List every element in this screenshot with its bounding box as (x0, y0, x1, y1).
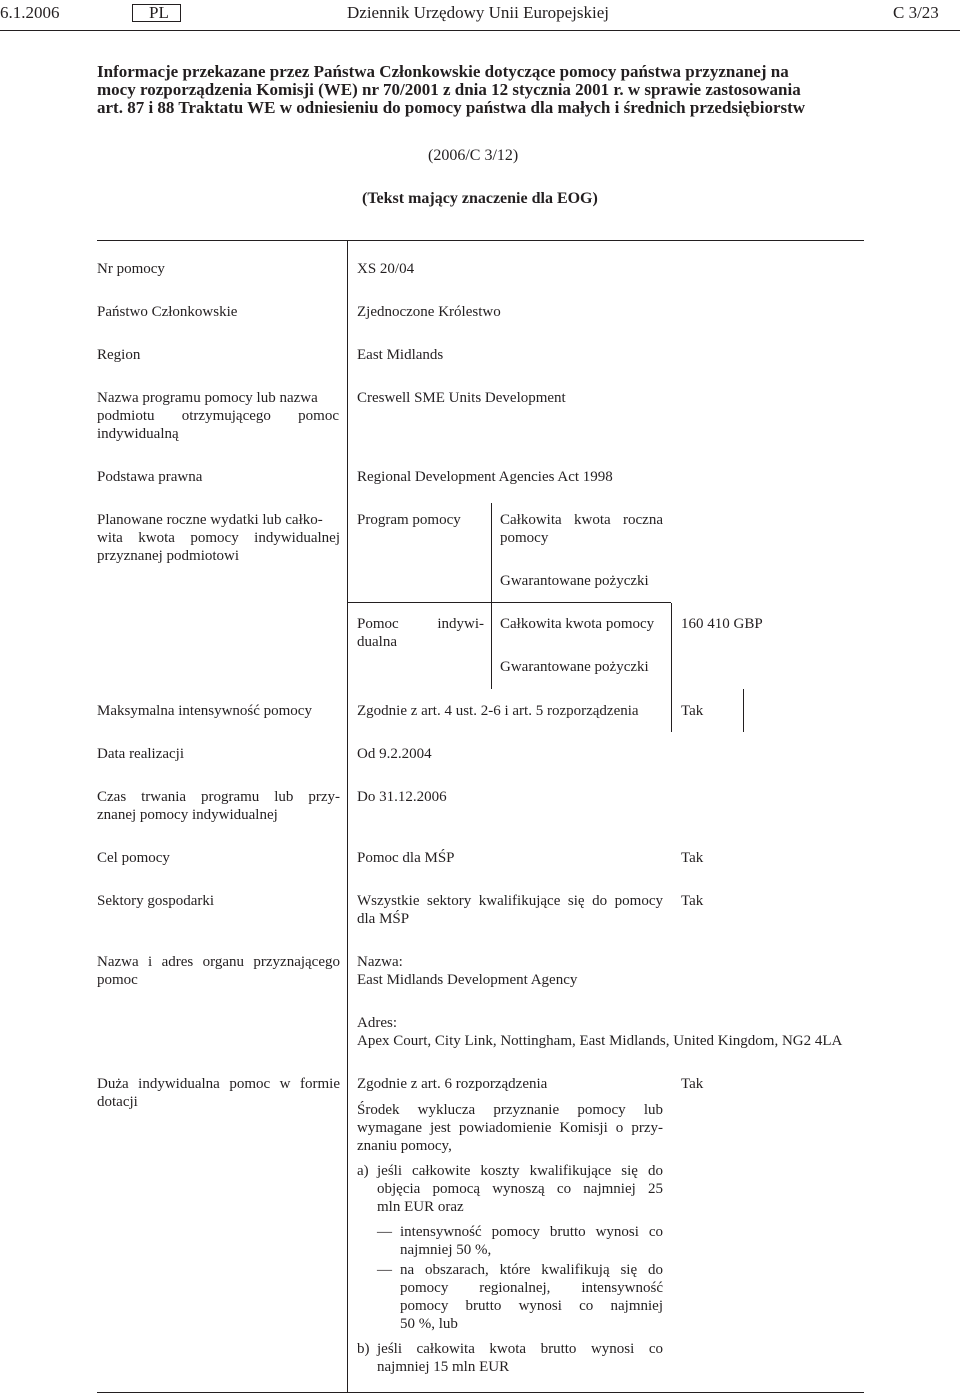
sectors-label: Sektory gospodarki (97, 893, 215, 909)
dash-item-2-line-4: 50 %, lub (400, 1316, 458, 1332)
amount-divider (491, 503, 492, 689)
objective-label: Cel pomocy (97, 850, 170, 866)
large-grants-label-1: Duża indywidualna pomoc w formie (97, 1076, 340, 1092)
dash-marker-2: — (377, 1262, 392, 1278)
dash-item-1-line-1: intensywność pomocy brutto wynosi co (400, 1224, 663, 1240)
legal-basis-label: Podstawa prawna (97, 469, 203, 485)
title-line-2: mocy rozporządzenia Komisji (WE) nr 70/2001 z dnia 12 stycznia 2001 r. w sprawie zastosowania (97, 80, 801, 99)
max-intensity-flag: Tak (681, 703, 704, 719)
authority-name-value: East Midlands Development Agency (357, 972, 578, 988)
item-a-line-1: jeśli całkowite koszty kwalifikujące się do (377, 1163, 663, 1179)
authority-address-value: Apex Court, City Link, Nottingham, East Midlands, United Kingdom, NG2 4LA (357, 1033, 843, 1049)
exclusion-text-1: Środek wyklucza przyznanie pomocy lub (357, 1102, 663, 1118)
individual-aid-label-2: dualna (357, 634, 397, 650)
expenditure-label-3: przyznanej podmiotowi (97, 548, 240, 564)
item-b-line-1: jeśli całkowita kwota brutto wynosi co (377, 1341, 663, 1357)
impl-date-label: Data realizacji (97, 746, 185, 762)
annual-total-label-2: pomocy (500, 530, 549, 546)
region-value: East Midlands (357, 347, 444, 363)
page-reference: C 3/23 (893, 3, 939, 22)
exclusion-text-3: znaniu pomocy, (357, 1138, 452, 1154)
duration-label-2: znanej pomocy indywidualnej (97, 807, 278, 823)
annual-total-label-1: Całkowita kwota roczna (500, 512, 663, 528)
item-a-line-3: mln EUR oraz (377, 1199, 464, 1215)
objective-value: Pomoc dla MŚP (357, 850, 455, 866)
flag-divider-2 (743, 689, 744, 732)
exclusion-text-2: wymagane jest powiadomienie Komisji o przy- (357, 1120, 663, 1136)
member-state-value: Zjednoczone Królestwo (357, 304, 501, 320)
document-reference: (2006/C 3/12) (428, 147, 519, 164)
duration-value: Do 31.12.2006 (357, 789, 447, 805)
scheme-name-label-3: indywidualną (97, 426, 179, 442)
aid-number-label: Nr pomocy (97, 261, 165, 277)
title-line-3: art. 87 i 88 Traktatu WE w odniesieniu do pomocy państwa dla małych i średnich przedsiębiorstw (97, 98, 806, 117)
guaranteed-loans-label: Gwarantowane pożyczki (500, 573, 649, 589)
authority-address-label: Adres: (357, 1015, 397, 1031)
individual-aid-label-1: Pomoc indywi- (357, 616, 484, 632)
max-intensity-value: Zgodnie z art. 4 ust. 2-6 i art. 5 rozporządzenia (357, 703, 639, 719)
total-aid-label: Całkowita kwota pomocy (500, 616, 655, 632)
region-label: Region (97, 347, 141, 363)
member-state-label: Państwo Członkowskie (97, 304, 238, 320)
impl-date-value: Od 9.2.2004 (357, 746, 432, 762)
amount-value-divider (671, 603, 672, 689)
expenditure-label-2: wita kwota pomocy indywidualnej (97, 530, 340, 546)
eea-relevance: (Tekst mający znaczenie dla EOG) (362, 190, 598, 207)
duration-label-1: Czas trwania programu lub przy- (97, 789, 340, 805)
individual-aid-rule (347, 602, 671, 603)
publication-date: 6.1.2006 (0, 3, 60, 22)
authority-label-2: pomoc (97, 972, 138, 988)
item-a-marker: a) (357, 1163, 369, 1179)
large-grants-value: Zgodnie z art. 6 rozporządzenia (357, 1076, 548, 1092)
large-grants-label-2: dotacji (97, 1094, 138, 1110)
header-rule (0, 30, 960, 31)
dash-item-1-line-2: najmniej 50 %, (400, 1242, 492, 1258)
total-aid-value: 160 410 GBP (681, 616, 763, 632)
table-bottom-rule (97, 1392, 864, 1393)
scheme-name-label-2: podmiotu otrzymującego pomoc (97, 408, 339, 424)
aid-number-value: XS 20/04 (357, 261, 415, 277)
sectors-value-1: Wszystkie sektory kwalifikujące się do pomocy (357, 893, 663, 909)
language-code: PL (149, 3, 169, 22)
max-intensity-label: Maksymalna intensywność pomocy (97, 703, 312, 719)
dash-marker-1: — (377, 1224, 392, 1240)
large-grants-flag: Tak (681, 1076, 704, 1092)
sectors-flag: Tak (681, 893, 704, 909)
column-divider (347, 240, 348, 1393)
item-b-marker: b) (357, 1341, 370, 1357)
item-b-line-2: najmniej 15 mln EUR (377, 1359, 510, 1375)
journal-name: Dziennik Urzędowy Unii Europejskiej (347, 3, 610, 22)
objective-flag: Tak (681, 850, 704, 866)
guaranteed-loans-label-2: Gwarantowane pożyczki (500, 659, 649, 675)
dash-item-2-line-1: na obszarach, które kwalifikują się do (400, 1262, 663, 1278)
title-line-1: Informacje przekazane przez Państwa Członkowskie dotyczące pomocy państwa przyznanej na (97, 62, 789, 81)
item-a-line-2: objęcia pomocą wynoszą co najmniej 25 (377, 1181, 663, 1197)
legal-basis-value: Regional Development Agencies Act 1998 (357, 469, 613, 485)
scheme-name-value: Creswell SME Units Development (357, 390, 566, 406)
flag-divider (671, 689, 672, 732)
expenditure-label-1: Planowane roczne wydatki lub całko- (97, 512, 323, 528)
dash-item-2-line-3: pomocy brutto wynosi co najmniej (400, 1298, 663, 1314)
authority-name-label: Nazwa: (357, 954, 403, 970)
scheme-name-label-1: Nazwa programu pomocy lub nazwa (97, 390, 318, 406)
sectors-value-2: dla MŚP (357, 911, 410, 927)
dash-item-2-line-2: pomocy regionalnej, intensywność (400, 1280, 663, 1296)
authority-label-1: Nazwa i adres organu przyznającego (97, 954, 340, 970)
aid-scheme-label: Program pomocy (357, 512, 461, 528)
table-top-rule (97, 240, 864, 241)
